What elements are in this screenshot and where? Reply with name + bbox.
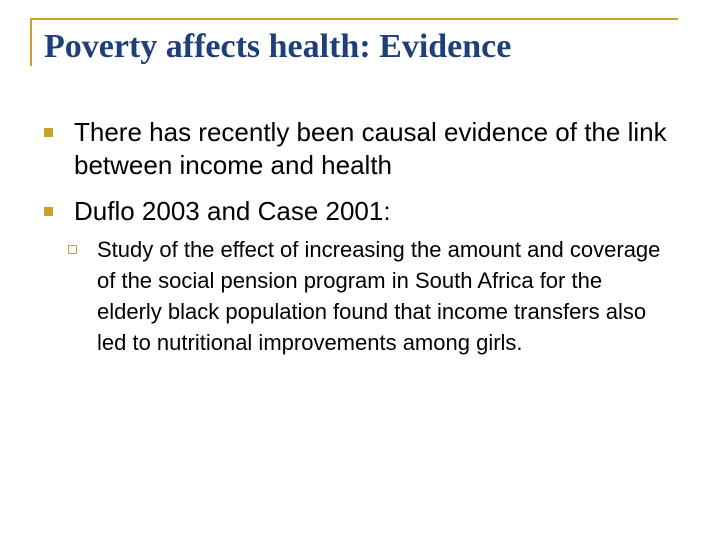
hollow-square-bullet-icon — [68, 245, 77, 254]
bullet-item — [44, 195, 674, 231]
filled-square-bullet-icon — [44, 207, 53, 216]
filled-square-bullet-icon — [44, 128, 53, 137]
bullet-text: There has recently been causal evidence of the link between income and health — [74, 117, 667, 180]
bullet-item — [44, 116, 674, 186]
sub-bullet-text: Study of the effect of increasing the amount and coverage of the social pension program in South Africa for the elderly black population found that income transfers also led to nutritional improvements among girls. — [97, 237, 661, 355]
sub-bullet-item — [68, 234, 668, 394]
bullet-text: Duflo 2003 and Case 2001: — [74, 196, 391, 226]
slide-title: Poverty affects health: Evidence — [44, 28, 512, 65]
frame-left-rule — [30, 18, 32, 66]
frame-top-rule — [30, 18, 678, 20]
